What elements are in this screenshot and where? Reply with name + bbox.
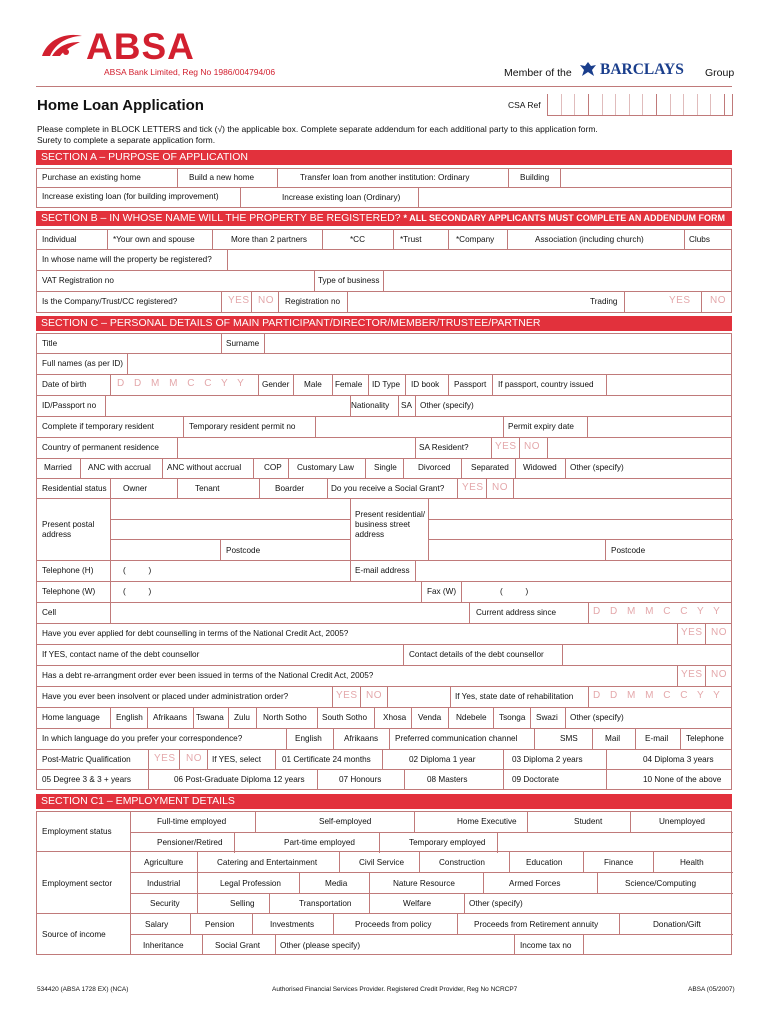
income-pension-option[interactable]: Pension — [205, 920, 235, 929]
anc-without-option[interactable]: ANC without accrual — [167, 463, 242, 472]
self-employed-option[interactable]: Self-employed — [319, 817, 372, 826]
social-grant-label: Do you receive a Social Grant? — [331, 484, 445, 493]
sa-resident-no-box[interactable]: NO — [524, 441, 540, 452]
temp-resident-row — [36, 417, 732, 438]
member-prefix: Member of the — [504, 67, 572, 79]
counsellor-name-label: If YES, contact name of the debt counsellor — [42, 650, 200, 659]
marital-row — [36, 459, 732, 479]
home-exec-option[interactable]: Home Executive — [457, 817, 517, 826]
build-new-option[interactable]: Build a new home — [189, 173, 255, 182]
section-b-row-2 — [36, 250, 732, 271]
single-option[interactable]: Single — [374, 463, 397, 472]
male-option[interactable]: Male — [304, 380, 322, 389]
barclays-logo: BARCLAYS — [600, 61, 684, 78]
csa-ref-boxes[interactable] — [547, 94, 733, 116]
post-matric-row — [36, 750, 732, 770]
rehab-date-label: If Yes, state date of rehabilitation — [455, 692, 574, 701]
lang-ndebele-option[interactable]: Ndebele — [456, 713, 487, 722]
corr-language-label: In which language do you prefer your correspondence? — [42, 734, 243, 743]
part-time-option[interactable]: Part-time employed — [284, 838, 355, 847]
home-language-label: Home language — [42, 713, 100, 722]
postal-postcode-label: Postcode — [226, 546, 261, 555]
nationality-label: Nationality — [351, 401, 390, 410]
more-partners-option[interactable]: More than 2 partners — [231, 235, 308, 244]
lang-north-sotho-option[interactable]: North Sotho — [263, 713, 307, 722]
channel-telephone-option[interactable]: Telephone — [686, 734, 724, 743]
lang-zulu-option[interactable]: Zulu — [234, 713, 250, 722]
lang-swazi-option[interactable]: Swazi — [536, 713, 558, 722]
counsellor-row — [36, 645, 732, 666]
insolvent-yes-box[interactable]: YES — [336, 690, 358, 701]
vat-label: VAT Registration no — [42, 276, 114, 285]
debt-counselling-yes-box[interactable]: YES — [681, 627, 703, 638]
section-b-row-3 — [36, 271, 732, 292]
separated-option[interactable]: Separated — [471, 463, 509, 472]
insolvent-row — [36, 687, 732, 708]
female-option[interactable]: Female — [335, 380, 363, 389]
increase-ordinary-option[interactable]: Increase existing loan (Ordinary) — [282, 193, 401, 202]
sector-agriculture-option[interactable]: Agriculture — [144, 858, 184, 867]
sector-civil-option[interactable]: Civil Service — [359, 858, 405, 867]
section-c-header — [36, 316, 732, 331]
id-passport-row — [36, 396, 732, 417]
footer-copyright: ABSA (05/2007) — [688, 986, 735, 993]
rehab-date-boxes[interactable]: D D M M C C Y Y — [593, 690, 721, 701]
tel-home-code[interactable]: ( ) — [123, 566, 152, 575]
building-option[interactable]: Building — [520, 173, 550, 182]
lang-english-option[interactable]: English — [116, 713, 143, 722]
association-option[interactable]: Association (including church) — [535, 235, 644, 244]
trading-label: Trading — [590, 297, 618, 306]
increase-building-option[interactable]: Increase existing loan (for building improvement) — [42, 192, 219, 201]
income-inheritance-option[interactable]: Inheritance — [143, 941, 184, 950]
income-policy-option[interactable]: Proceeds from policy — [355, 920, 432, 929]
residential-status-row — [36, 479, 732, 499]
temporary-option[interactable]: Temporary employed — [409, 838, 486, 847]
permanent-residence-row — [36, 438, 732, 459]
section-c1-header — [36, 794, 732, 809]
sector-transportation-option[interactable]: Transportation — [299, 899, 352, 908]
clubs-option[interactable]: Clubs — [689, 235, 710, 244]
instructions-line-2: Surety to complete a separate application form. — [37, 134, 216, 145]
rearrangement-row — [36, 666, 732, 687]
source-income-block — [36, 914, 732, 955]
counsellor-contact-label: Contact details of the debt counsellor — [409, 650, 544, 659]
temp-permit-label: Temporary resident permit no — [189, 422, 296, 431]
sector-health-option[interactable]: Health — [680, 858, 704, 867]
sector-selling-option[interactable]: Selling — [230, 899, 255, 908]
company-option[interactable]: *Company — [456, 235, 495, 244]
sector-finance-option[interactable]: Finance — [604, 858, 634, 867]
title-row — [36, 333, 732, 354]
whose-name-label: In whose name will the property be registered? — [42, 255, 212, 264]
telephone-home-row — [36, 561, 732, 582]
qual-10-option[interactable]: 10 None of the above — [643, 775, 722, 784]
married-label: Married — [44, 463, 72, 472]
fax-label: Fax (W) — [427, 587, 457, 596]
qual-01-option[interactable]: 01 Certificate 24 months — [282, 755, 371, 764]
sector-industrial-option[interactable]: Industrial — [147, 879, 181, 888]
tel-work-code[interactable]: ( ) — [123, 587, 152, 596]
income-salary-option[interactable]: Salary — [145, 920, 169, 929]
lang-afrikaans-option[interactable]: Afrikaans — [153, 713, 188, 722]
sector-welfare-option[interactable]: Welfare — [403, 899, 432, 908]
section-b-note: * ALL SECONDARY APPLICANTS MUST COMPLETE AN ADDENDUM FORM — [403, 213, 726, 223]
channel-mail-option[interactable]: Mail — [605, 734, 621, 743]
full-time-option[interactable]: Full-time employed — [157, 817, 227, 826]
sa-resident-label: SA Resident? — [419, 443, 469, 452]
page-title: Home Loan Application — [37, 97, 204, 114]
emp-status-label: Employment status — [42, 827, 112, 836]
section-a-header — [36, 150, 732, 165]
income-investments-option[interactable]: Investments — [270, 920, 315, 929]
qual-07-option[interactable]: 07 Honours — [339, 775, 382, 784]
rearrangement-yes-box[interactable]: YES — [681, 669, 703, 680]
id-passport-label: ID/Passport no — [42, 401, 97, 410]
post-matric-no-box[interactable]: NO — [186, 753, 202, 764]
owner-option[interactable]: Owner — [123, 484, 148, 493]
registration-no-label: Registration no — [285, 297, 341, 306]
dob-boxes[interactable]: D D M M C C Y Y — [117, 378, 245, 389]
corr-english-option[interactable]: English — [295, 734, 322, 743]
section-a-row-1 — [36, 168, 732, 188]
country-perm-label: Country of permanent residence — [42, 443, 159, 452]
absa-logo-icon — [38, 30, 86, 60]
lang-other-label: Other (specify) — [570, 713, 624, 722]
insolvent-no-box[interactable]: NO — [366, 690, 382, 701]
qual-08-option[interactable]: 08 Masters — [427, 775, 468, 784]
group-label: Group — [705, 67, 735, 79]
surname-label: Surname — [226, 339, 260, 348]
res-status-label: Residential status — [42, 484, 107, 493]
divorced-option[interactable]: Divorced — [418, 463, 451, 472]
lang-tswana-option[interactable]: Tswana — [196, 713, 224, 722]
lang-tsonga-option[interactable]: Tsonga — [499, 713, 526, 722]
qual-09-option[interactable]: 09 Doctorate — [512, 775, 559, 784]
rearrangement-label: Has a debt re-arrangment order ever been issued in terms of the National Credit Act, 2005? — [42, 671, 374, 680]
lang-xhosa-option[interactable]: Xhosa — [383, 713, 407, 722]
qual-05-option[interactable]: 05 Degree 3 & 3 + years — [42, 775, 131, 784]
csa-ref-label: CSA Ref — [508, 100, 541, 110]
qual-03-option[interactable]: 03 Diploma 2 years — [512, 755, 583, 764]
income-social-grant-option[interactable]: Social Grant — [215, 941, 261, 950]
income-tax-label: Income tax no — [520, 941, 572, 950]
footer-code: 534420 (ABSA 1728 EX) (NCA) — [37, 986, 129, 993]
spouse-option[interactable]: *Your own and spouse — [113, 235, 195, 244]
tel-home-label: Telephone (H) — [42, 566, 94, 575]
post-matric-yes-box[interactable]: YES — [154, 753, 176, 764]
source-income-label: Source of income — [42, 930, 106, 939]
current-since-boxes[interactable]: D D M M C C Y Y — [593, 606, 721, 617]
qual-04-option[interactable]: 04 Diploma 3 years — [643, 755, 714, 764]
purchase-existing-option[interactable]: Purchase an existing home — [42, 173, 141, 182]
comm-channel-label: Preferred communication channel — [395, 734, 518, 743]
eagle-icon — [579, 61, 597, 77]
sector-legal-option[interactable]: Legal Profession — [220, 879, 281, 888]
section-b-row-4 — [36, 292, 732, 313]
sector-science-option[interactable]: Science/Computing — [625, 879, 696, 888]
full-names-label: Full names (as per ID) — [42, 359, 123, 368]
fax-code[interactable]: ( ) — [500, 587, 529, 596]
social-grant-no-box[interactable]: NO — [492, 482, 508, 493]
residential-address-label: Present residential/ business street address — [355, 510, 426, 539]
lang-south-sotho-option[interactable]: South Sotho — [322, 713, 368, 722]
sa-resident-yes-box[interactable]: YES — [495, 441, 517, 452]
section-c1-title: SECTION C1 – EMPLOYMENT DETAILS — [41, 795, 235, 807]
employment-sector-block — [36, 852, 732, 914]
trading-no-box[interactable]: NO — [710, 295, 726, 306]
section-a-row-2 — [36, 188, 732, 208]
anc-accrual-option[interactable]: ANC with accrual — [88, 463, 151, 472]
sa-option[interactable]: SA — [401, 401, 412, 410]
address-row — [36, 499, 732, 561]
dob-row — [36, 375, 732, 396]
emp-sector-label: Employment sector — [42, 879, 113, 888]
section-b-title: SECTION B – IN WHOSE NAME WILL THE PROPERTY BE REGISTERED? — [41, 212, 401, 224]
widowed-option[interactable]: Widowed — [523, 463, 557, 472]
correspondence-row — [36, 729, 732, 750]
registration-number: ABSA Bank Limited, Reg No 1986/004794/06 — [104, 67, 276, 77]
tel-work-label: Telephone (W) — [42, 587, 96, 596]
employment-status-block — [36, 811, 732, 852]
section-c-title: SECTION C – PERSONAL DETAILS OF MAIN PARTICIPANT/DIRECTOR/MEMBER/TRUSTEE/PARTNER — [41, 317, 541, 329]
trading-yes-box[interactable]: YES — [669, 295, 691, 306]
passport-option[interactable]: Passport — [454, 380, 487, 389]
cell-row — [36, 603, 732, 624]
sector-nature-option[interactable]: Nature Resource — [393, 879, 455, 888]
corr-afrikaans-option[interactable]: Afrikaans — [344, 734, 379, 743]
post-matric-row-2 — [36, 770, 732, 790]
sector-security-option[interactable]: Security — [150, 899, 180, 908]
debt-counselling-label: Have you ever applied for debt counselling in terms of the National Credit Act, 2005? — [42, 629, 349, 638]
debt-counselling-row — [36, 624, 732, 645]
income-donation-option[interactable]: Donation/Gift — [653, 920, 701, 929]
country-issued-label: If passport, country issued — [498, 380, 594, 389]
instructions — [37, 124, 737, 145]
registered-yes-box[interactable]: YES — [228, 295, 250, 306]
telephone-work-row — [36, 582, 732, 603]
dob-label: Date of birth — [42, 380, 87, 389]
insolvent-label: Have you ever been insolvent or placed under administration order? — [42, 692, 289, 701]
boarder-option[interactable]: Boarder — [275, 484, 305, 493]
type-business-label: Type of business — [318, 276, 380, 285]
postal-address-label: Present postal address — [42, 520, 95, 539]
sector-media-option[interactable]: Media — [325, 879, 348, 888]
student-option[interactable]: Student — [574, 817, 603, 826]
trust-option[interactable]: *Trust — [400, 235, 422, 244]
current-since-label: Current address since — [476, 608, 557, 617]
gender-label: Gender — [262, 380, 290, 389]
marital-other-label: Other (specify) — [570, 463, 624, 472]
social-grant-yes-box[interactable]: YES — [462, 482, 484, 493]
header-divider — [36, 86, 732, 87]
sector-education-option[interactable]: Education — [526, 858, 563, 867]
individual-option[interactable]: Individual — [42, 235, 77, 244]
tenant-option[interactable]: Tenant — [195, 484, 220, 493]
pensioner-option[interactable]: Pensioner/Retired — [157, 838, 223, 847]
cell-label: Cell — [42, 608, 57, 617]
transfer-loan-option[interactable]: Transfer loan from another institution: Ordinary — [300, 173, 470, 182]
temp-resident-label: Complete if temporary resident — [42, 422, 154, 431]
rearrangement-no-box[interactable]: NO — [711, 669, 727, 680]
channel-sms-option[interactable]: SMS — [560, 734, 578, 743]
section-b-header — [36, 211, 732, 226]
post-matric-label: Post-Matric Qualification — [42, 755, 131, 764]
lang-venda-option[interactable]: Venda — [418, 713, 442, 722]
sector-armed-option[interactable]: Armed Forces — [509, 879, 561, 888]
email-label: E-mail address — [355, 566, 410, 575]
registered-no-box[interactable]: NO — [258, 295, 274, 306]
income-other-label: Other (please specify) — [280, 941, 361, 950]
nationality-other-label: Other (specify) — [420, 401, 474, 410]
channel-email-option[interactable]: E-mail — [645, 734, 669, 743]
is-registered-label: Is the Company/Trust/CC registered? — [42, 297, 178, 306]
cc-option[interactable]: *CC — [350, 235, 366, 244]
unemployed-option[interactable]: Unemployed — [659, 817, 705, 826]
qual-02-option[interactable]: 02 Diploma 1 year — [409, 755, 476, 764]
residential-postcode-label: Postcode — [611, 546, 646, 555]
id-book-option[interactable]: ID book — [411, 380, 440, 389]
id-type-label: ID Type — [372, 380, 401, 389]
home-language-row — [36, 708, 732, 729]
cop-option[interactable]: COP — [264, 463, 282, 472]
permit-expiry-label: Permit expiry date — [508, 422, 574, 431]
if-yes-select-label: If YES, select — [212, 755, 261, 764]
sector-catering-option[interactable]: Catering and Entertainment — [217, 858, 318, 867]
income-annuity-option[interactable]: Proceeds from Retirement annuity — [474, 920, 599, 929]
brand-name: ABSA — [86, 26, 195, 67]
sector-other-label: Other (specify) — [469, 899, 523, 908]
footer-provider: Authorised Financial Services Provider. Registered Credit Provider, Reg No NCRCP7 — [272, 986, 518, 993]
section-b-row-1 — [36, 229, 732, 250]
instructions-line-1: Please complete in BLOCK LETTERS and tick (√) the applicable box. Complete separate addendum for each additional party to this application form. — [37, 124, 598, 134]
debt-counselling-no-box[interactable]: NO — [711, 627, 727, 638]
sector-construction-option[interactable]: Construction — [439, 858, 485, 867]
section-a-title: SECTION A – PURPOSE OF APPLICATION — [41, 151, 248, 163]
full-names-row — [36, 354, 732, 375]
title-label: Title — [42, 339, 58, 348]
customary-law-option[interactable]: Customary Law — [297, 463, 354, 472]
qual-06-option[interactable]: 06 Post-Graduate Diploma 12 years — [174, 775, 305, 784]
